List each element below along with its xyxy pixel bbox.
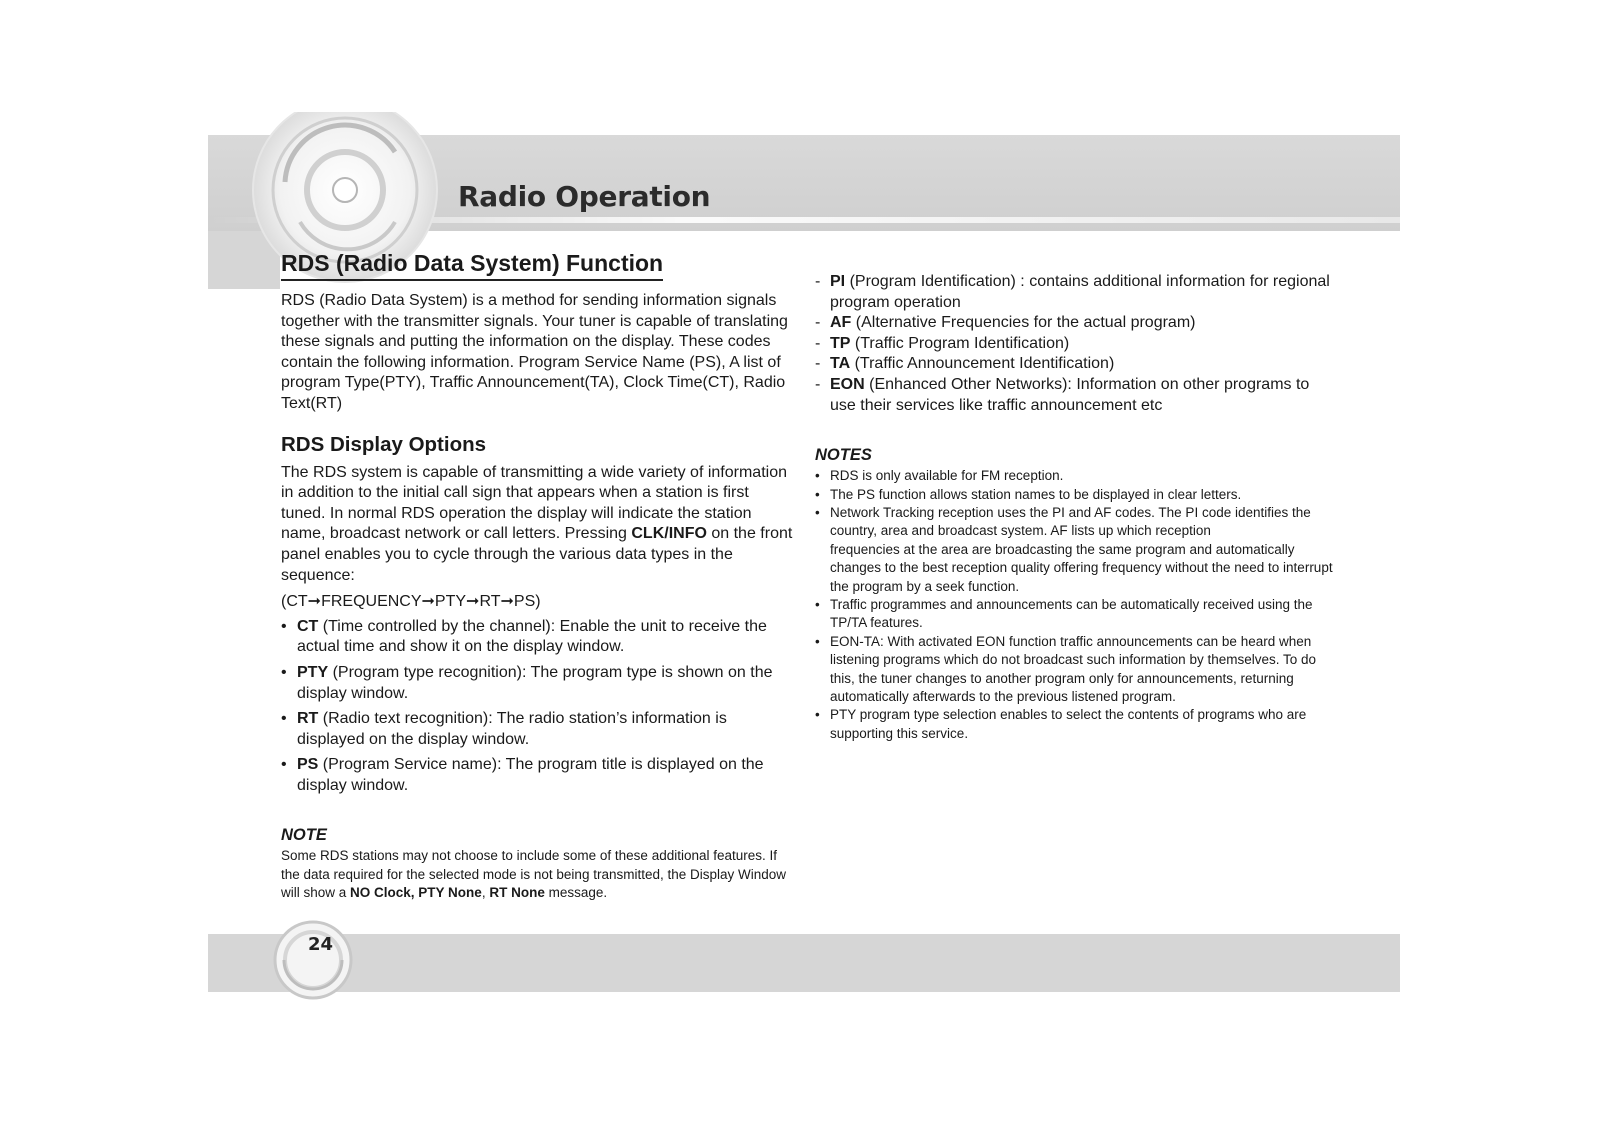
code-text: (Traffic Program Identification) bbox=[850, 334, 1070, 352]
note-item-text: Network Tracking reception uses the PI and AF codes. The PI code identifies the country, area and broadcast system. AF lists up which reception bbox=[830, 504, 1311, 539]
notes-title: NOTES bbox=[815, 446, 872, 465]
item-term: CT bbox=[297, 617, 319, 635]
note-item bbox=[815, 504, 1335, 596]
sequence-line: (CT➞FREQUENCY➞PTY➞RT➞PS) bbox=[281, 593, 541, 611]
list-item bbox=[281, 709, 793, 750]
code-term: TA bbox=[830, 355, 851, 373]
item-term: PTY bbox=[297, 663, 329, 681]
rds-codes-list bbox=[815, 272, 1335, 416]
list-item bbox=[281, 617, 793, 658]
code-term: AF bbox=[830, 314, 852, 332]
code-text: (Enhanced Other Networks): Information on other programs to use their services like traffic announcement etc bbox=[830, 375, 1310, 414]
note-item-continuation: frequencies at the area are broadcasting the same program and automatically changes to the best reception quality offering frequency without the need to interrupt the program by a seek function. bbox=[830, 541, 1333, 594]
note-text-b: message. bbox=[544, 885, 608, 901]
item-text: (Program Service name): The program title is displayed on the display window. bbox=[297, 756, 764, 794]
code-term: PI bbox=[830, 273, 846, 290]
code-item bbox=[815, 375, 1335, 416]
display-options-title: RDS Display Options bbox=[281, 432, 487, 456]
note-bold-2: RT None bbox=[489, 885, 545, 901]
note-item: • Traffic programmes and announcements can be automatically received using the TP/TA features. bbox=[815, 596, 1335, 633]
list-item bbox=[281, 755, 793, 796]
footer-disc-icon bbox=[270, 920, 356, 1000]
item-text: (Radio text recognition): The radio station’s information is displayed on the display window. bbox=[297, 710, 727, 748]
notes-list bbox=[815, 467, 1335, 743]
item-term: PS bbox=[297, 756, 319, 774]
note-item: • EON-TA: With activated EON function traffic announcements can be heard when listening programs which do not broadcast such information by themselves. To do this, the tuner changes to another program only for announcements, returning automatically afterwards to the previous listened program. bbox=[815, 633, 1335, 707]
item-text: (Time controlled by the channel): Enable the unit to receive the actual time and show it on the display window. bbox=[297, 617, 767, 656]
footer-band bbox=[208, 934, 1400, 992]
note-title: NOTE bbox=[281, 826, 327, 845]
page-number: 24 bbox=[308, 934, 334, 955]
code-term: EON bbox=[830, 375, 865, 393]
clk-info-key: CLK/INFO bbox=[631, 525, 707, 543]
code-item bbox=[815, 313, 1335, 334]
left-column bbox=[281, 250, 793, 903]
code-item bbox=[815, 272, 1335, 313]
note-item: • RDS is only available for FM reception. bbox=[815, 467, 1335, 485]
display-text-a: The RDS system is capable of transmitting a wide variety of information in addition to the initial call sign that appears when a station is first tuned. In normal RDS operation the display will indicate the station name, broadcast network or call letters. Pressing bbox=[281, 463, 787, 543]
note-bold-1: NO Clock, PTY None bbox=[350, 885, 482, 901]
code-text: (Alternative Frequencies for the actual program) bbox=[851, 314, 1196, 332]
code-text: (Traffic Announcement Identification) bbox=[850, 355, 1115, 373]
code-item bbox=[815, 354, 1335, 375]
section-title: RDS (Radio Data System) Function bbox=[281, 250, 663, 281]
item-term: RT bbox=[297, 710, 319, 728]
code-term: TP bbox=[830, 334, 851, 352]
display-options-paragraph bbox=[281, 463, 793, 587]
note-comma: , bbox=[481, 885, 490, 901]
code-item bbox=[815, 334, 1335, 355]
right-column bbox=[815, 272, 1335, 743]
note-text-a: Some RDS stations may not choose to include some of these additional features. If the data required for the selected mode is not being transmitted, the Display Window will show a bbox=[281, 848, 787, 901]
data-type-list bbox=[281, 617, 793, 797]
item-text: (Program type recognition): The program type is shown on the display window. bbox=[297, 663, 773, 702]
page-title: Radio Operation bbox=[458, 180, 711, 213]
note-item: • PTY program type selection enables to select the contents of programs who are supporting this service. bbox=[815, 706, 1335, 743]
list-item bbox=[281, 663, 793, 704]
note-item: • The PS function allows station names to be displayed in clear letters. bbox=[815, 486, 1335, 504]
note-paragraph bbox=[281, 847, 793, 903]
display-text-b: on the front panel enables you to cycle through the various data types in the sequence: bbox=[281, 525, 793, 584]
code-text: (Program Identification) : contains additional information for regional program operation bbox=[830, 273, 1330, 311]
intro-paragraph: RDS (Radio Data System) is a method for sending information signals together with the transmitter signals. Your tuner is capable of translating these signals and putting the information on the display. These codes contain the following information. Program Service Name (PS), A list of program Type(PTY), Traffic Announcement(TA), Clock Time(CT), Radio Text(RT) bbox=[281, 292, 788, 412]
